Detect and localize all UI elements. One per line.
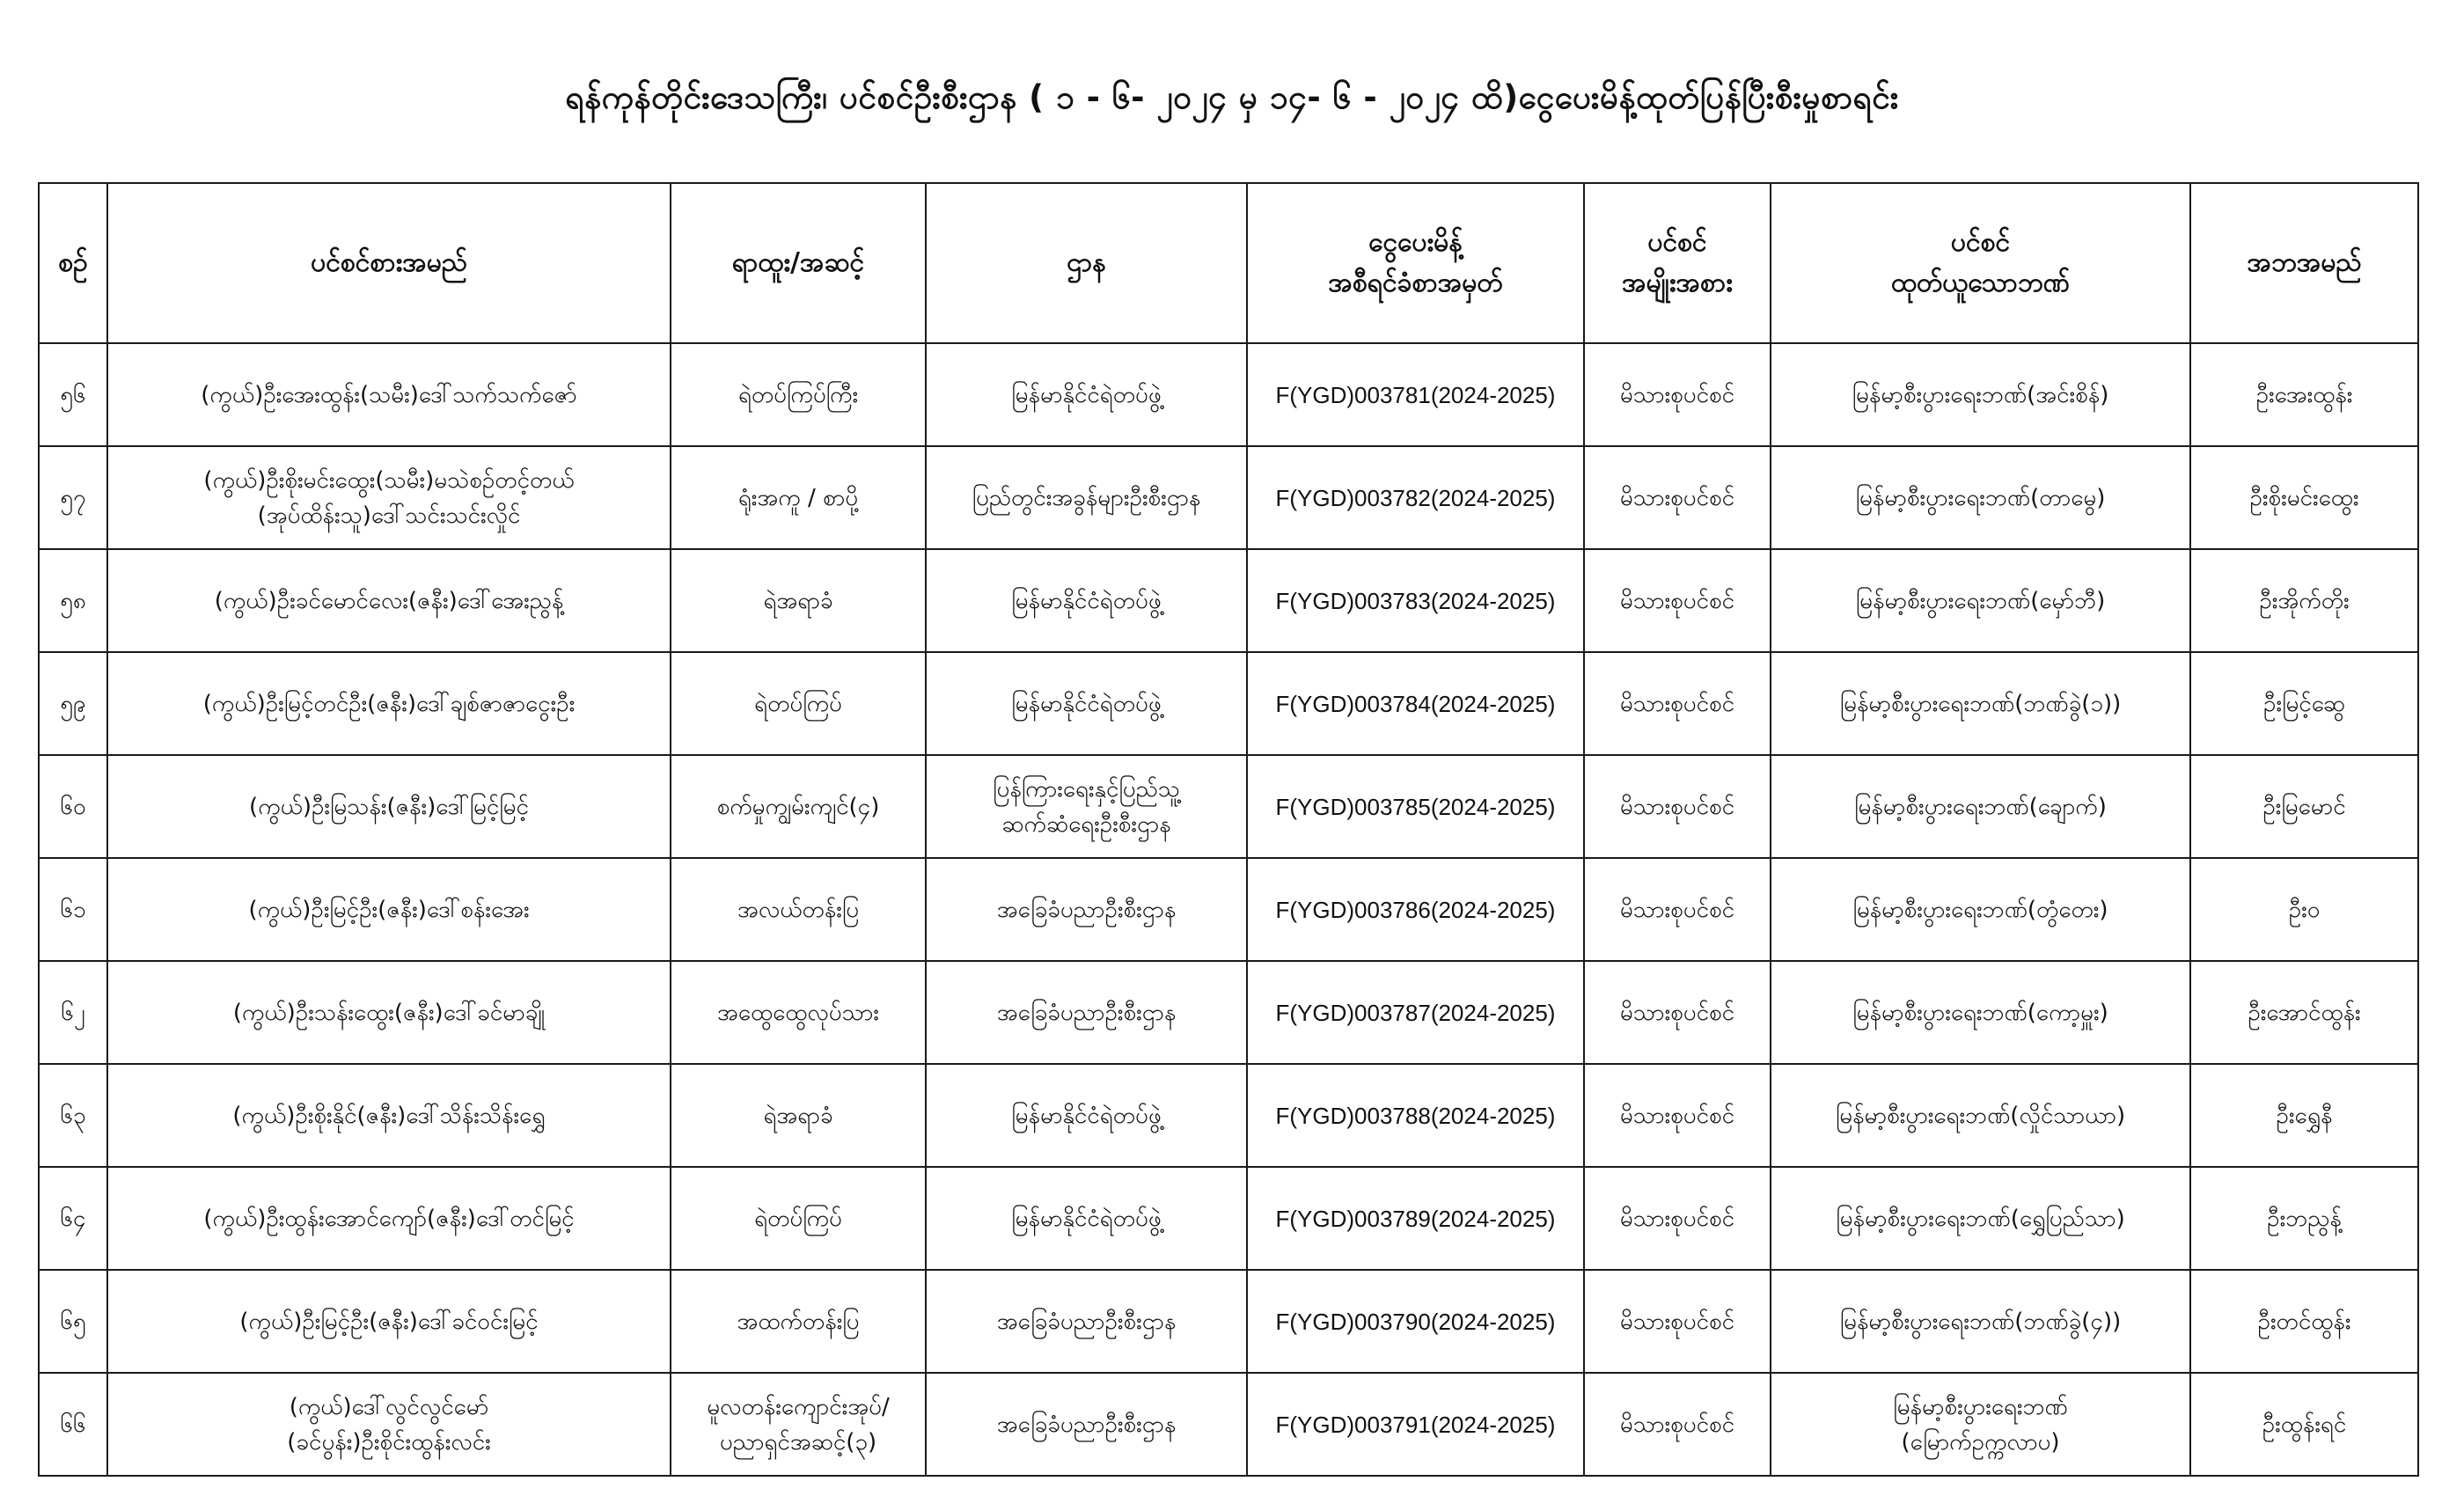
cell-department: အခြေခံပညာဦးစီးဌာန: [926, 858, 1247, 961]
cell-pension-type: မိသားစုပင်စင်: [1584, 755, 1771, 858]
cell-name: (ကွယ်)ဦးစိုးမင်းထွေး(သမီး)မသဲစဉ်တင့်တယ် (အုပ်ထိန်းသူ)ဒေါ်သင်းသင်းလှိုင်: [107, 446, 671, 549]
cell-order-no: F(YGD)003782(2024-2025): [1247, 446, 1584, 549]
cell-order-no: F(YGD)003788(2024-2025): [1247, 1064, 1584, 1167]
cell-rank: အလယ်တန်းပြ: [671, 858, 926, 961]
table-row: [39, 755, 2418, 858]
cell-order-no: F(YGD)003789(2024-2025): [1247, 1167, 1584, 1270]
cell-department: မြန်မာနိုင်ငံရဲတပ်ဖွဲ့: [926, 652, 1247, 755]
cell-rank: အထွေထွေလုပ်သား: [671, 961, 926, 1064]
col-header-name: ပင်စင်စားအမည်: [107, 183, 671, 343]
table-row: [39, 549, 2418, 652]
cell-no: ၅၆: [39, 343, 107, 446]
cell-department: ပြည်တွင်းအခွန်များဦးစီးဌာန: [926, 446, 1247, 549]
cell-bank: မြန်မာ့စီးပွားရေးဘဏ်(မှော်ဘီ): [1771, 549, 2190, 652]
table-row: [39, 1064, 2418, 1167]
table-row: [39, 858, 2418, 961]
col-header-rank: ရာထူး/အဆင့်: [671, 183, 926, 343]
col-header-department: ဌာန: [926, 183, 1247, 343]
cell-name: (ကွယ်)ဒေါ်လွင်လွင်မော် (ခင်ပွန်း)ဦးစိုင်းထွန်းလင်း: [107, 1373, 671, 1476]
cell-name: (ကွယ်)ဦးမြင့်ဦး(ဇနီး)ဒေါ်ခင်ဝင်းမြင့်: [107, 1270, 671, 1373]
cell-department: မြန်မာနိုင်ငံရဲတပ်ဖွဲ့: [926, 549, 1247, 652]
cell-department: မြန်မာနိုင်ငံရဲတပ်ဖွဲ့: [926, 343, 1247, 446]
cell-rank: ရဲတပ်ကြပ်: [671, 652, 926, 755]
cell-pension-type: မိသားစုပင်စင်: [1584, 1270, 1771, 1373]
cell-department: အခြေခံပညာဦးစီးဌာန: [926, 1373, 1247, 1476]
cell-rank: မူလတန်းကျောင်းအုပ်/ ပညာရှင်အဆင့်(၃): [671, 1373, 926, 1476]
cell-pension-type: မိသားစုပင်စင်: [1584, 961, 1771, 1064]
cell-name: (ကွယ်)ဦးမြင့်ဦး(ဇနီး)ဒေါ်စန်းအေး: [107, 858, 671, 961]
table-row: [39, 446, 2418, 549]
cell-bank: မြန်မာ့စီးပွားရေးဘဏ်(တာမွေ): [1771, 446, 2190, 549]
cell-bank: မြန်မာ့စီးပွားရေးဘဏ်(ဘဏ်ခွဲ(၄)): [1771, 1270, 2190, 1373]
cell-father: ဦးထွန်းရင်: [2190, 1373, 2418, 1476]
cell-no: ၅၇: [39, 446, 107, 549]
cell-bank: မြန်မာ့စီးပွားရေးဘဏ်(တွံတေး): [1771, 858, 2190, 961]
cell-rank: အထက်တန်းပြ: [671, 1270, 926, 1373]
pension-table: [38, 182, 2419, 1477]
cell-name: (ကွယ်)ဦးစိုးနိုင်(ဇနီး)ဒေါ်သိန်းသိန်းရွှေ: [107, 1064, 671, 1167]
cell-father: ဦးမြင့်ဆွေ: [2190, 652, 2418, 755]
cell-order-no: F(YGD)003785(2024-2025): [1247, 755, 1584, 858]
table-row: [39, 1373, 2418, 1476]
cell-rank: ရဲအရာခံ: [671, 549, 926, 652]
cell-rank: ရဲတပ်ကြပ်: [671, 1167, 926, 1270]
table-row: [39, 343, 2418, 446]
table-row: [39, 1270, 2418, 1373]
cell-rank: စက်မှုကျွမ်းကျင်(၄): [671, 755, 926, 858]
cell-department: မြန်မာနိုင်ငံရဲတပ်ဖွဲ့: [926, 1167, 1247, 1270]
cell-pension-type: မိသားစုပင်စင်: [1584, 343, 1771, 446]
cell-pension-type: မိသားစုပင်စင်: [1584, 858, 1771, 961]
cell-bank: မြန်မာ့စီးပွားရေးဘဏ်(အင်းစိန်): [1771, 343, 2190, 446]
cell-department: မြန်မာနိုင်ငံရဲတပ်ဖွဲ့: [926, 1064, 1247, 1167]
cell-order-no: F(YGD)003783(2024-2025): [1247, 549, 1584, 652]
cell-order-no: F(YGD)003787(2024-2025): [1247, 961, 1584, 1064]
cell-name: (ကွယ်)ဦးမြင့်တင်ဦး(ဇနီး)ဒေါ်ချစ်ဇာဇာငွေးဦး: [107, 652, 671, 755]
cell-no: ၅၈: [39, 549, 107, 652]
header-row: [39, 183, 2418, 343]
cell-name: (ကွယ်)ဦးခင်မောင်လေး(ဇနီး)ဒေါ်အေးညွန့်: [107, 549, 671, 652]
cell-father: ဦးဝ: [2190, 858, 2418, 961]
cell-no: ၆၃: [39, 1064, 107, 1167]
cell-father: ဦးအောင်ထွန်း: [2190, 961, 2418, 1064]
cell-pension-type: မိသားစုပင်စင်: [1584, 1167, 1771, 1270]
cell-rank: ရုံးအကူ / စာပို့: [671, 446, 926, 549]
cell-pension-type: မိသားစုပင်စင်: [1584, 549, 1771, 652]
cell-father: ဦးစိုးမင်းထွေး: [2190, 446, 2418, 549]
cell-rank: ရဲတပ်ကြပ်ကြီး: [671, 343, 926, 446]
cell-no: ၆၄: [39, 1167, 107, 1270]
table-row: [39, 652, 2418, 755]
cell-no: ၆၅: [39, 1270, 107, 1373]
cell-name: (ကွယ်)ဦးအေးထွန်း(သမီး)ဒေါ်သက်သက်ဇော်: [107, 343, 671, 446]
table-row: [39, 1167, 2418, 1270]
cell-order-no: F(YGD)003790(2024-2025): [1247, 1270, 1584, 1373]
cell-department: အခြေခံပညာဦးစီးဌာန: [926, 961, 1247, 1064]
cell-bank: မြန်မာ့စီးပွားရေးဘဏ်(ကော့မှူး): [1771, 961, 2190, 1064]
cell-father: ဦးအိုက်တိုး: [2190, 549, 2418, 652]
cell-order-no: F(YGD)003786(2024-2025): [1247, 858, 1584, 961]
cell-no: ၆၀: [39, 755, 107, 858]
cell-father: ဦးမြမောင်: [2190, 755, 2418, 858]
cell-father: ဦးရွှေနီ: [2190, 1064, 2418, 1167]
cell-department: ပြန်ကြားရေးနှင့်ပြည်သူ့ ဆက်ဆံရေးဦးစီးဌာန: [926, 755, 1247, 858]
cell-father: ဦးတင်ထွန်း: [2190, 1270, 2418, 1373]
cell-bank: မြန်မာ့စီးပွားရေးဘဏ်(ရွှေပြည်သာ): [1771, 1167, 2190, 1270]
cell-no: ၆၁: [39, 858, 107, 961]
table-row: [39, 961, 2418, 1064]
col-header-father: အဘအမည်: [2190, 183, 2418, 343]
cell-no: ၅၉: [39, 652, 107, 755]
col-header-pension-type: ပင်စင် အမျိုးအစား: [1584, 183, 1771, 343]
cell-no: ၆၂: [39, 961, 107, 1064]
cell-order-no: F(YGD)003791(2024-2025): [1247, 1373, 1584, 1476]
cell-no: ၆၆: [39, 1373, 107, 1476]
page-title: ရန်ကုန်တိုင်းဒေသကြီး၊ ပင်စင်ဦးစီးဌာန ( ၁ - ၆- ၂၀၂၄ မှ ၁၄- ၆ - ၂၀၂၄ ထိ)ငွေပေးမိန့်ထုတ်ပြန်ပြီးစီးမှုစာရင်း: [565, 78, 1899, 116]
cell-pension-type: မိသားစုပင်စင်: [1584, 1373, 1771, 1476]
cell-name: (ကွယ်)ဦးမြသန်း(ဇနီး)ဒေါ်မြင့်မြင့်: [107, 755, 671, 858]
cell-pension-type: မိသားစုပင်စင်: [1584, 1064, 1771, 1167]
cell-bank: မြန်မာ့စီးပွားရေးဘဏ် (မြောက်ဥက္ကလာပ): [1771, 1373, 2190, 1476]
cell-father: ဦးအေးထွန်း: [2190, 343, 2418, 446]
cell-department: အခြေခံပညာဦးစီးဌာန: [926, 1270, 1247, 1373]
cell-bank: မြန်မာ့စီးပွားရေးဘဏ်(ချောက်): [1771, 755, 2190, 858]
cell-order-no: F(YGD)003781(2024-2025): [1247, 343, 1584, 446]
col-header-order-no: ငွေပေးမိန့် အစီရင်ခံစာအမှတ်: [1247, 183, 1584, 343]
cell-rank: ရဲအရာခံ: [671, 1064, 926, 1167]
col-header-no: စဉ်: [39, 183, 107, 343]
cell-name: (ကွယ်)ဦးသန်းထွေး(ဇနီး)ဒေါ်ခင်မာချို: [107, 961, 671, 1064]
cell-pension-type: မိသားစုပင်စင်: [1584, 652, 1771, 755]
cell-bank: မြန်မာ့စီးပွားရေးဘဏ်(ဘဏ်ခွဲ(၁)): [1771, 652, 2190, 755]
cell-bank: မြန်မာ့စီးပွားရေးဘဏ်(လှိုင်သာယာ): [1771, 1064, 2190, 1167]
col-header-bank: ပင်စင် ထုတ်ယူသောဘဏ်: [1771, 183, 2190, 343]
cell-order-no: F(YGD)003784(2024-2025): [1247, 652, 1584, 755]
cell-pension-type: မိသားစုပင်စင်: [1584, 446, 1771, 549]
cell-father: ဦးဘညွန့်: [2190, 1167, 2418, 1270]
cell-name: (ကွယ်)ဦးထွန်းအောင်ကျော်(ဇနီး)ဒေါ်တင်မြင့်: [107, 1167, 671, 1270]
